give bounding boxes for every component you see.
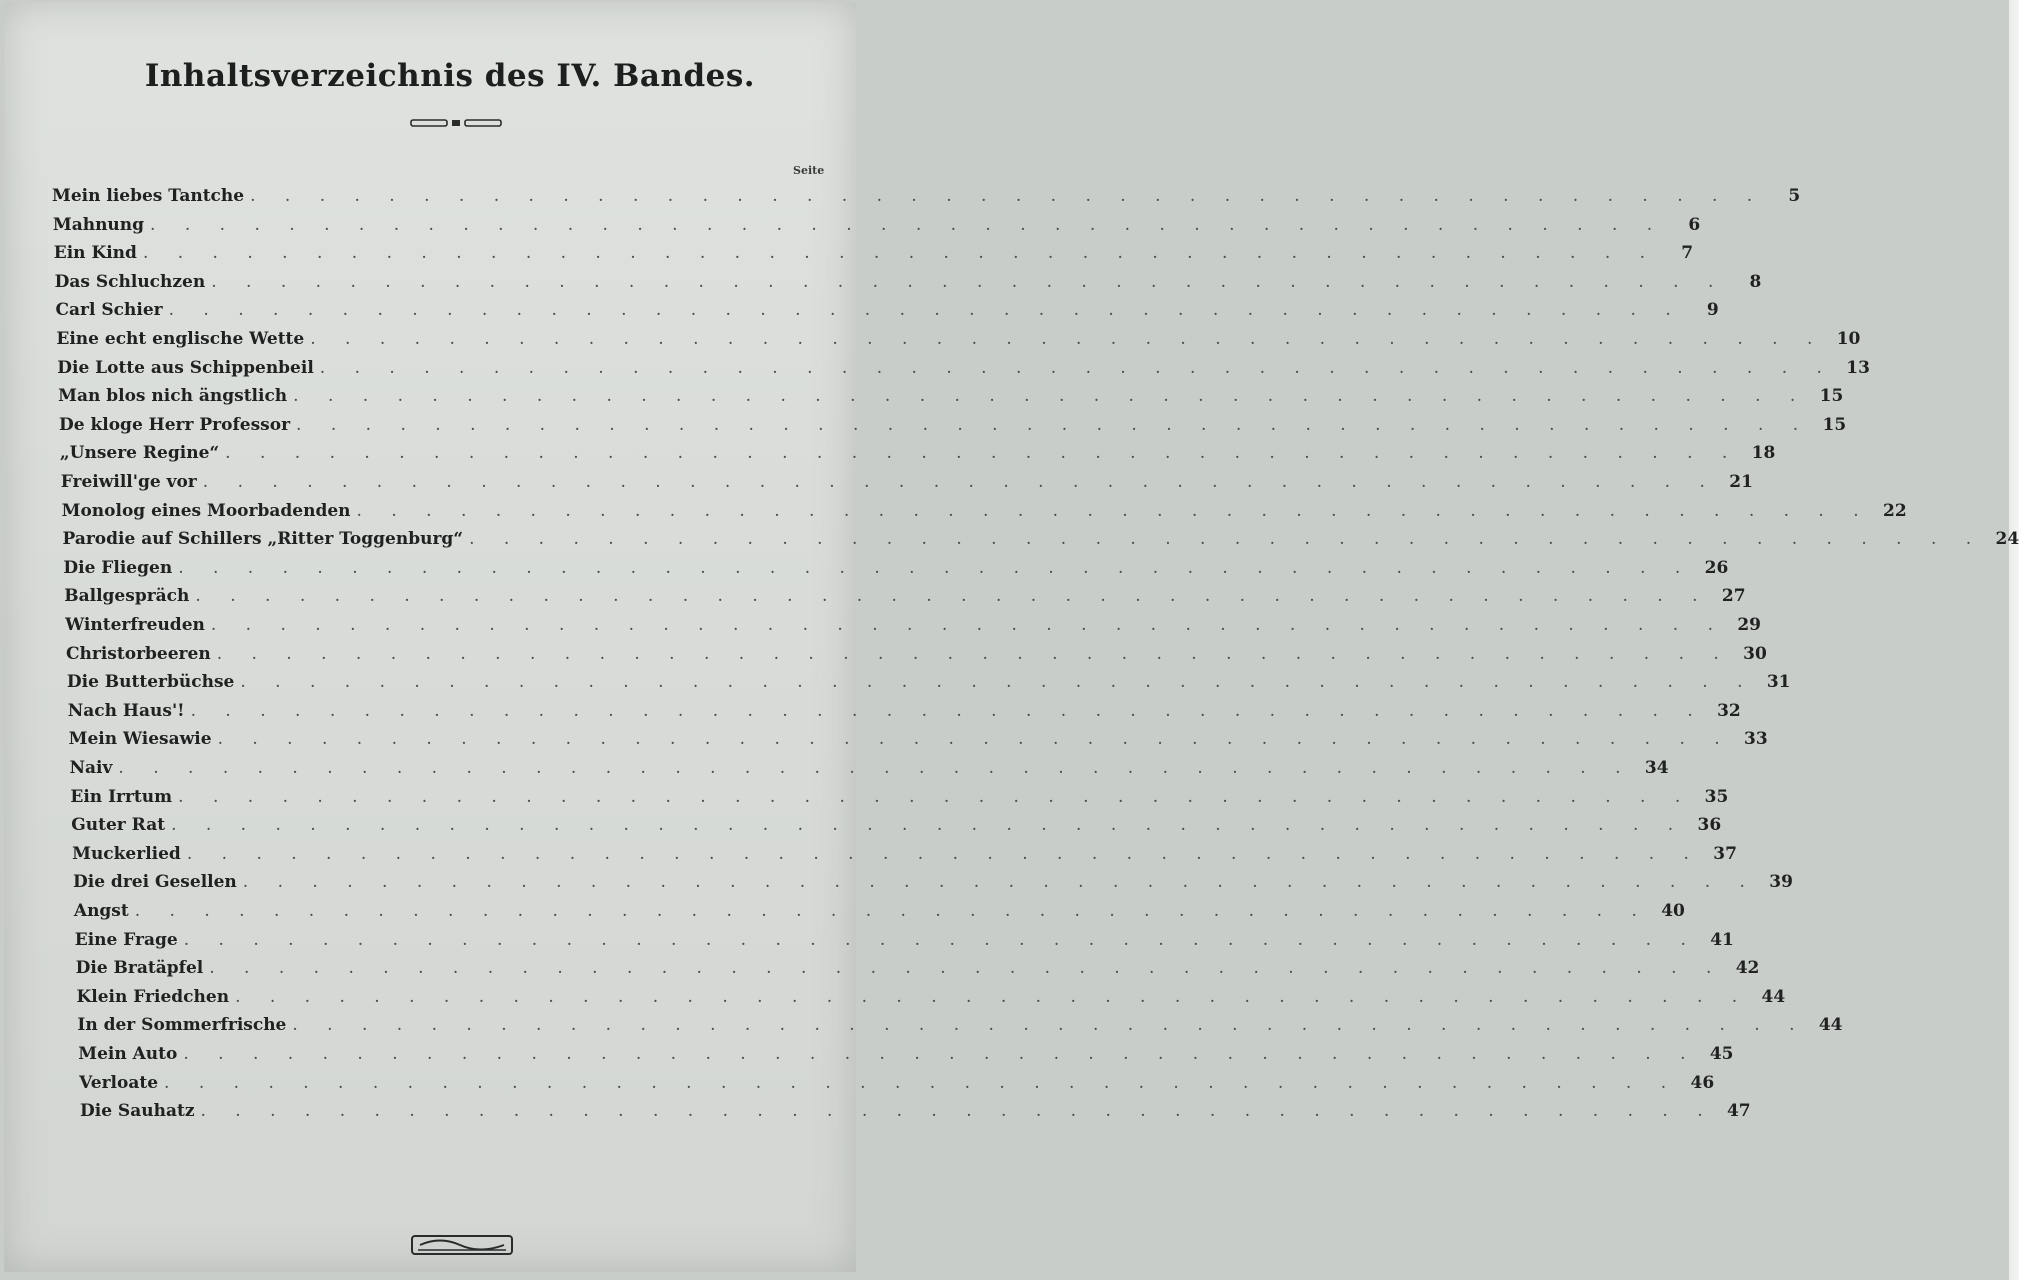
toc-entry-page: 15: [1822, 414, 1847, 435]
dot-leader: . . . . . . . . . . . . . . . . . . . . . . . . . . . . . . . . . . . . . . . . . . . .: [209, 958, 1724, 979]
toc-entry: [79, 1072, 1715, 1093]
dot-leader: . . . . . . . . . . . . . . . . . . . . . . . . . . . . . . . . . . . . . . . . . . . .: [183, 929, 1698, 950]
toc-entry-page: 26: [1704, 557, 1729, 578]
toc-entry-page: 30: [1743, 643, 1767, 664]
dot-leader: . . . . . . . . . . . . . . . . . . . . . . . . . . . . . . . . . . . . . . . . . . . .: [216, 643, 1731, 664]
toc-entry: [62, 529, 2019, 550]
toc-entry: [70, 786, 1729, 807]
toc-entry-page: 46: [1690, 1072, 1715, 1093]
toc-entry-title: Naiv: [69, 758, 113, 778]
toc-entry: [61, 500, 1907, 521]
dot-leader: . . . . . . . . . . . . . . . . . . . . . . . . . . . . . . . . . . . . . . . . . . . .: [242, 872, 1757, 893]
toc-entry: [73, 901, 1685, 921]
toc-entry-page: 42: [1735, 958, 1760, 979]
toc-entry-title: Monolog eines Moorbadenden: [61, 500, 351, 521]
toc-entry: [64, 586, 1746, 607]
toc-entry-title: Winterfreuden: [65, 615, 205, 635]
toc-entry-title: Die Sauhatz: [80, 1101, 195, 1122]
toc-entry: [55, 300, 1719, 321]
toc-entry: [59, 443, 1776, 464]
toc-entry-page: 21: [1729, 472, 1753, 492]
toc-entry-title: Die drei Gesellen: [73, 872, 237, 893]
toc-entry: [53, 243, 1694, 264]
toc-entry-page: 35: [1704, 786, 1729, 807]
dot-leader: . . . . . . . . . . . . . . . . . . . . . . . . . . . . . . . . . . . . . . . . . . . .: [240, 672, 1755, 693]
toc-entry-page: 22: [1882, 500, 1907, 521]
dot-leader: . . . . . . . . . . . . . . . . . . . . . . . . . . . . . . . . . . . . . . . . . . . .: [186, 843, 1701, 864]
toc-entry-page: 41: [1710, 929, 1734, 950]
toc-entry: [78, 1044, 1734, 1064]
toc-entry-page: 15: [1819, 386, 1844, 407]
toc-entry-page: 32: [1717, 700, 1741, 721]
dot-leader: . . . . . . . . . . . . . . . . . . . . . . . . . . . . . . . . . . . . . . . . . . . .: [211, 271, 1726, 292]
toc-entry-title: Guter Rat: [71, 815, 166, 836]
toc-entry-title: Muckerlied: [72, 843, 181, 864]
page-title: Inhaltsverzeichnis des IV. Bandes.: [144, 58, 756, 94]
toc-entry-title: Die Butterbüchse: [66, 672, 235, 693]
toc-entry-page: 5: [1788, 186, 1801, 206]
toc-entry-page: 18: [1751, 443, 1776, 464]
toc-entry: [60, 472, 1753, 492]
toc-entry: [75, 958, 1760, 979]
dot-leader: . . . . . . . . . . . . . . . . . . . . . . . . . . . . . . . . . . . . . . . . . . . .: [356, 500, 1871, 521]
toc-entry-title: Mein Wiesawie: [68, 729, 212, 750]
dot-leader: . . . . . . . . . . . . . . . . . . . . . . . . . . . . . . . . . . . . . . . . . . . .: [168, 300, 1683, 321]
page-column-label: Seite: [793, 164, 825, 177]
toc-entry-title: In der Sommerfrische: [77, 1015, 287, 1036]
toc-entry-page: 9: [1706, 300, 1719, 321]
dot-leader: . . . . . . . . . . . . . . . . . . . . . . . . . . . . . . . . . . . . . . . . . . . .: [225, 443, 1740, 464]
toc-entry-title: Klein Friedchen: [76, 986, 230, 1007]
dot-leader: . . . . . . . . . . . . . . . . . . . . . . . . . . . . . . . . . . . . . . . . . . . .: [118, 758, 1633, 778]
toc-entry: [65, 615, 1762, 635]
dot-leader: . . . . . . . . . . . . . . . . . . . . . . . . . . . . . . . . . . . . . . . . . . . .: [178, 786, 1693, 807]
dot-leader: . . . . . . . . . . . . . . . . . . . . . . . . . . . . . . . . . . . . . . . . . . . .: [183, 1044, 1698, 1064]
toc-entry-page: 39: [1769, 872, 1793, 893]
ornament-vignette-icon: [410, 1232, 514, 1258]
toc-entry-page: 7: [1681, 243, 1694, 264]
dot-leader: . . . . . . . . . . . . . . . . . . . . . . . . . . . . . . . . . . . . . . . . . . . .: [217, 729, 1732, 750]
toc-entry: [66, 643, 1767, 664]
dot-leader: . . . . . . . . . . . . . . . . . . . . . . . . . . . . . . . . . . . . . . . . . . . .: [210, 615, 1726, 635]
dot-leader: . . . . . . . . . . . . . . . . . . . . . . . . . . . . . . . . . . . . . . . . . . . .: [296, 414, 1811, 435]
toc-entry-page: 10: [1836, 329, 1861, 349]
toc-entry-page: 6: [1688, 214, 1701, 235]
toc-entry-page: 44: [1761, 986, 1786, 1007]
toc-entry-title: Angst: [73, 901, 129, 921]
toc-entry: [73, 872, 1793, 893]
toc-entry: [76, 986, 1786, 1007]
toc-entry: [57, 357, 1870, 378]
dot-leader: . . . . . . . . . . . . . . . . . . . . . . . . . . . . . . . . . . . . . . . . . . . .: [235, 986, 1750, 1007]
toc-entry: [63, 557, 1729, 578]
toc-entry-page: 8: [1749, 271, 1762, 292]
toc-entry-title: Parodie auf Schillers „Ritter Toggenburg“: [62, 529, 464, 550]
dot-leader: . . . . . . . . . . . . . . . . . . . . . . . . . . . . . . . . . . . . . . . . . . . .: [319, 357, 1834, 378]
dot-leader: . . . . . . . . . . . . . . . . . . . . . . . . . . . . . . . . . . . . . . . . . . . .: [202, 472, 1717, 492]
dot-leader: . . . . . . . . . . . . . . . . . . . . . . . . . . . . . . . . . . . . . . . . . . . .: [178, 557, 1693, 578]
toc-entry: [77, 1015, 1843, 1036]
toc-entry-page: 36: [1697, 815, 1722, 836]
toc-entry-page: 37: [1713, 843, 1737, 864]
page-edge: [2009, 0, 2019, 1280]
toc-entry-page: 29: [1737, 615, 1762, 635]
toc-entry-title: Nach Haus'!: [67, 700, 185, 721]
toc-entry-title: Mein liebes Tantche: [52, 186, 245, 206]
toc-entry-title: Mein Auto: [78, 1044, 178, 1064]
toc-entry-page: 24: [1995, 529, 2019, 550]
toc-entry-title: Christorbeeren: [66, 643, 211, 664]
dot-leader: . . . . . . . . . . . . . . . . . . . . . . . . . . . . . . . . . . . . . . . . . . . .: [190, 700, 1705, 721]
toc-entry-page: 34: [1644, 758, 1669, 778]
toc-entry-title: De kloge Herr Professor: [59, 414, 291, 435]
toc-entry-title: Mahnung: [52, 214, 145, 235]
dot-leader: . . . . . . . . . . . . . . . . . . . . . . . . . . . . . . . . . . . . . . . . . . . .: [134, 901, 1649, 921]
dot-leader: . . . . . . . . . . . . . . . . . . . . . . . . . . . . . . . . . . . . . . . . . . . .: [171, 815, 1686, 836]
toc-entry: [69, 758, 1669, 778]
toc-entry-page: 13: [1846, 357, 1870, 378]
toc-entry-title: Man blos nich ängstlich: [58, 386, 288, 407]
toc-entry: [56, 329, 1861, 349]
dot-leader: . . . . . . . . . . . . . . . . . . . . . . . . . . . . . . . . . . . . . . . . . . . .: [292, 1015, 1807, 1036]
toc-entry: [58, 386, 1844, 407]
toc-entry-title: Eine echt englische Wette: [56, 329, 305, 349]
toc-entry: [66, 672, 1791, 693]
toc-entry-title: Eine Frage: [74, 929, 178, 950]
toc-entry-title: Verloate: [79, 1072, 159, 1093]
toc-entry-page: 31: [1766, 672, 1791, 693]
toc-entry-title: Ein Irrtum: [70, 786, 173, 807]
dot-leader: . . . . . . . . . . . . . . . . . . . . . . . . . . . . . . . . . . . . . . . . . . . .: [310, 329, 1825, 349]
toc-entry-page: 40: [1661, 901, 1685, 921]
toc-entry-page: 44: [1818, 1015, 1843, 1036]
toc-entry-page: 47: [1726, 1101, 1751, 1122]
toc-entry-title: Die Fliegen: [63, 557, 173, 578]
toc-entry-page: 27: [1721, 586, 1746, 607]
dot-leader: . . . . . . . . . . . . . . . . . . . . . . . . . . . . . . . . . . . . . . . . . . . .: [195, 586, 1710, 607]
toc-entry: [68, 729, 1768, 750]
toc-entry-title: Die Bratäpfel: [75, 958, 204, 979]
toc-entry: [80, 1101, 1751, 1122]
toc-entry: [74, 929, 1734, 950]
toc-entry-title: „Unsere Regine“: [59, 443, 220, 464]
toc-entry: [52, 186, 1801, 206]
dot-leader: . . . . . . . . . . . . . . . . . . . . . . . . . . . . . . . . . . . . . . . . . . . .: [150, 214, 1665, 235]
dot-leader: . . . . . . . . . . . . . . . . . . . . . . . . . . . . . . . . . . . . . . . . . . . .: [142, 243, 1658, 264]
toc-entry: [59, 414, 1847, 435]
toc-entry-title: Die Lotte aus Schippenbeil: [57, 357, 314, 378]
dot-leader: . . . . . . . . . . . . . . . . . . . . . . . . . . . . . . . . . . . . . . . . . . . .: [293, 386, 1808, 407]
toc-entry: [54, 271, 1762, 292]
toc-entry-page: 45: [1709, 1044, 1734, 1064]
toc-entry-title: Das Schluchzen: [54, 271, 206, 292]
dot-leader: . . . . . . . . . . . . . . . . . . . . . . . . . . . . . . . . . . . . . . . . . . . .: [164, 1072, 1679, 1093]
dot-leader: . . . . . . . . . . . . . . . . . . . . . . . . . . . . . . . . . . . . . . . . . . . .: [469, 529, 1984, 550]
toc-entry-title: Ballgespräch: [64, 586, 190, 607]
toc-entry: [71, 815, 1722, 836]
toc-entry: [72, 843, 1737, 864]
toc-entry-title: Freiwill'ge vor: [60, 472, 197, 492]
toc-entry-page: 33: [1744, 729, 1768, 750]
toc-entry-title: Ein Kind: [53, 243, 137, 264]
toc-entry: [52, 214, 1701, 235]
toc-entry-title: Carl Schier: [55, 300, 163, 321]
dot-leader: . . . . . . . . . . . . . . . . . . . . . . . . . . . . . . . . . . . . . . . . . . . .: [200, 1101, 1715, 1122]
toc-entry: [67, 700, 1741, 721]
dot-leader: . . . . . . . . . . . . . . . . . . . . . . . . . . . . . . . . . . . . . . . . . . . .: [250, 186, 1765, 206]
